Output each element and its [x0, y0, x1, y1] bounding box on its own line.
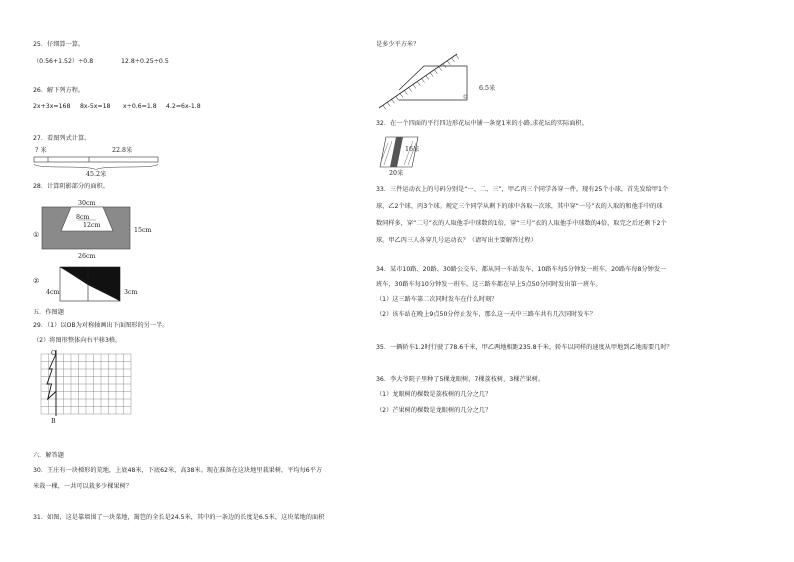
q33-line-1: 33．三件运动衣上的号码分别是“一、二、三”，甲乙丙三个同学各穿一件。现有25个小球，首先发给甲1个: [376, 186, 669, 193]
q36-line-3: （2）芒果树的棵数是龙眼树的几分之几？: [376, 407, 492, 414]
q30-line-2: 米栽一棵，一共可以栽多少棵果树？: [33, 483, 132, 490]
q28-f2-left-label: 4cm: [46, 289, 60, 296]
q29-point-o: O: [51, 350, 57, 357]
q31-figure-wall-garden: [375, 52, 465, 114]
q34-line-3: （1）这三路车第二次同时发车在什么时刻？: [376, 296, 498, 303]
section-6-heading: 六．解答题: [33, 452, 64, 459]
q31-line-1: 31．如图，这是靠墙围了一块菜地，篱笆的全长是24.5米，其中的一条边的长度是6.5米，这块菜地的面积: [33, 514, 325, 521]
q32-fig-height-label: 16米: [405, 146, 420, 153]
q26-eq-3: x÷0.6=1.8: [123, 103, 157, 110]
q28-f1-mid-h-label: 12cm: [83, 222, 101, 229]
q27-bar-diagram: [33, 155, 163, 171]
q26-eq-2: 8x-5x=18: [80, 103, 111, 110]
q25-expr-2: 12.8÷0.25÷0.5: [121, 58, 169, 65]
q30-line-1: 30．王庄有一块梯形的荒地，上底48米，下底62米，高38米。现在准备在这块地里栽果树，平均每6平方: [33, 467, 323, 474]
q36-line-1: 36．李大爷院子里种了5棵龙眼树，7棵荔枝树，3棵芒果树。: [376, 376, 545, 383]
q35-line-1: 35．一辆轿车1.2时行驶了78.6千米，甲乙两地相距235.8千米，轿车以同样的速度从甲地到乙地需要几时？: [376, 344, 673, 351]
q33-line-4: 球。甲乙丙三人各穿几号运动衣？（请写出主要解答过程）: [376, 237, 537, 244]
q27-title: 27．看图列式计算。: [33, 135, 91, 142]
q33-line-2: 球，乙2个球，丙3个球。规定三个同学从剩下的球中各取一次球，其中穿“一号”衣的人取的和他手中的球: [376, 203, 663, 210]
q29-line-1: 29．（1）以OB为对称轴画出下面图形的另一半。: [33, 322, 169, 329]
q27-total-label: 45.2米: [86, 171, 107, 178]
q26-title: 26．解下列方程。: [33, 87, 85, 94]
q34-line-4: （2）该车站在晚上9点50分停止发车，那么这一天中三路车共有几次同时发车？: [376, 311, 596, 318]
q36-line-2: （1）龙眼树的棵数是荔枝树的几分之几？: [376, 391, 492, 398]
q27-unknown-label: ? 米: [35, 147, 47, 154]
q25-expr-1: （0.56+1.52）÷0.8: [33, 58, 94, 65]
section-5-heading: 五．作图题: [33, 309, 64, 316]
q31-continuation: 是多少平方米？: [376, 41, 420, 48]
q26-eq-4: 4.2=6x-1.8: [166, 103, 201, 110]
q28-figure-2: [60, 267, 122, 303]
q29-line-2: （2）将图形整体向右平移3格。: [33, 337, 122, 344]
q28-figure-2-number: ②: [33, 277, 40, 285]
q28-f1-top-label: 30cm: [78, 200, 96, 207]
q33-line-3: 数同样多，穿“二号”衣的人取他手中球数的1倍，穿“三号”衣的人取他手中球数的4倍，取完之后还剩下2个: [376, 220, 667, 227]
q27-known-label: 22.8米: [112, 147, 133, 154]
q28-f1-bottom-label: 26cm: [78, 253, 96, 260]
q28-f2-right-label: 3cm: [124, 289, 138, 296]
q34-line-1: 34．某市10路、20路、30路公交车，都从同一车站发车，10路车每5分钟发一班车，20路车每8分钟发一: [376, 266, 667, 273]
q29-point-b: B: [51, 418, 56, 425]
q28-figure-1-number: ①: [33, 231, 40, 239]
q34-line-2: 班车，30路车每10分钟发一班车。这三路车都在早上5点50分同时发出第一班车。: [376, 281, 602, 288]
q26-eq-1: 2x+3x=168: [33, 103, 71, 110]
q28-f1-mid-w-label: 8cm: [76, 214, 90, 221]
q25-title: 25．仔细算一算。: [33, 41, 85, 48]
q28-title: 28．计算阴影部分的面积。: [33, 183, 109, 190]
q28-f1-right-label: 15cm: [134, 227, 152, 234]
q31-fig-label: 6.5米: [479, 85, 496, 92]
q32-line-1: 32．在一个四面的平行四边形花坛中铺一条宽1米的小路,求花坛的实际面积。: [376, 120, 588, 127]
q29-grid: [41, 354, 137, 420]
q32-fig-base-label: 20米: [389, 170, 404, 177]
